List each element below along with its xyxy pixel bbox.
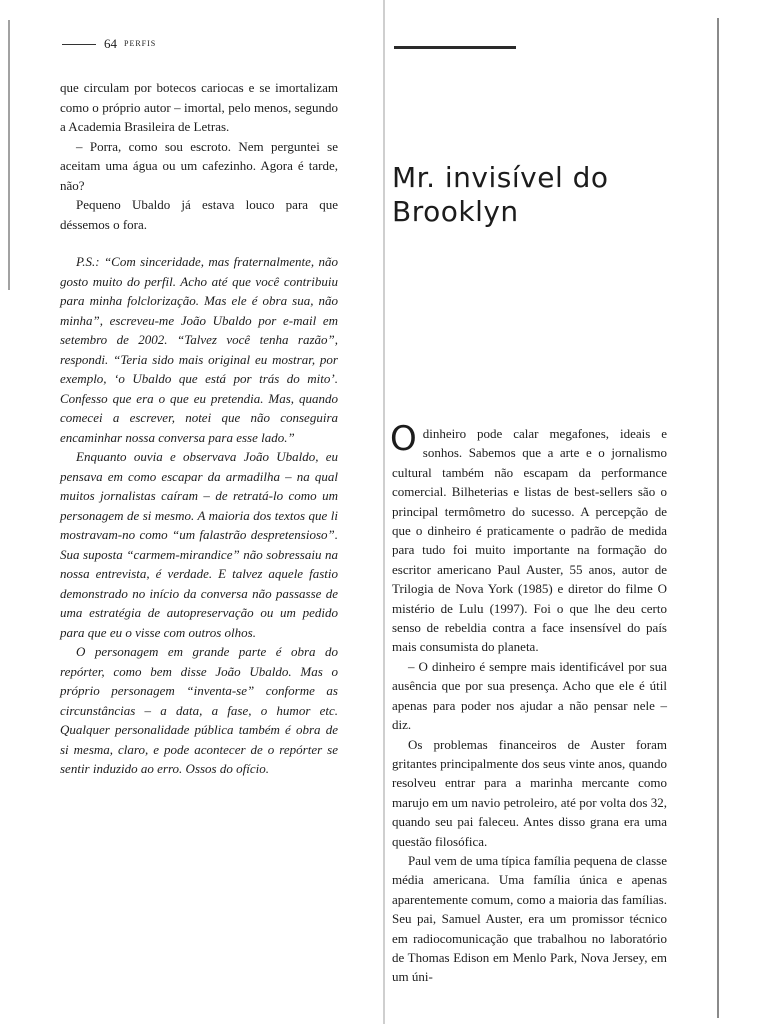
paragraph: Pequeno Ubaldo já estava louco para que déssemos o fora. <box>60 197 338 232</box>
paragraph-postscript: P.S.: “Com sinceridade, mas fraternalmente, não gosto muito do perfil. Acho até que você contribuiu para minha folclorização. Mas ele é obra sua, não minha”, escreveu-me João Ubaldo por e-mail em setembro de 2002. “Talvez você tenha razão”, respondi. “Teria sido mais original eu mostrar, por exemplo, ‘o Ubaldo que está por trás do mito’. Confesso que era o que eu pretendia. Mas, quando comecei a escrever, notei que não conseguira encaminhar nossa conversa para esse lado.” <box>60 254 338 445</box>
paragraph-opening: Odinheiro pode calar megafones, ideais e sonhos. Sabemos que a arte e o jornalismo cultural também não escapam da performance comercial. Bilheterias e listas de best-sellers são o principal termômetro do sucesso. A percepção de que o dinheiro é praticamente o padrão de medida para tudo foi muito importante na formação do escritor americano Paul Auster, 55 anos, autor de Trilogia de Nova York (1985) e diretor do filme O mistério de Lulu (1997). Foi o que lhe deu certo senso de rebeldia contra a face insensível do país mais consumista do planeta. <box>390 419 667 655</box>
gutter <box>383 0 385 1024</box>
paragraph: – Porra, como sou escroto. Nem perguntei se aceitam uma água ou um cafezinho. Agora é tarde, não? <box>60 138 338 193</box>
paragraph: O personagem em grande parte é obra do repórter, como bem disse João Ubaldo. Mas o próprio personagem “inventa-se” conforme as circunstâncias – a data, a fase, o humor etc. Qualquer personalidade pública também é obra de si mesma, claro, e pode acontecer de o repórter se sentir induzido ao erro. Ossos do ofício. <box>60 644 338 776</box>
running-head-rule <box>62 44 96 45</box>
chapter-rule <box>394 46 516 49</box>
running-head <box>62 36 262 52</box>
page-edge-right <box>717 18 719 1018</box>
section-title: PERFIS <box>124 39 157 48</box>
page-edge-left <box>8 20 10 290</box>
chapter-title: Mr. invisível do Brooklyn <box>392 160 609 228</box>
drop-cap: O <box>390 419 417 459</box>
paragraph: Os problemas financeiros de Auster foram gritantes principalmente dos seus vinte anos, quando resolveu entrar para a marinha mercante como marujo em um navio petroleiro, até por volta dos 32, quando seu pai faleceu. Antes disso grana era uma questão filosófica. <box>392 736 667 849</box>
paragraph: – O dinheiro é sempre mais identificável por sua ausência que por sua presença. Acho que ele é útil apenas para poder nos ajudar a não pensar nele – diz. <box>392 658 667 733</box>
paragraph: Paul vem de uma típica família pequena de classe média americana. Uma família única e apenas aparentemente comum, como a maioria das famílias. Seu pai, Samuel Auster, era um promissor técnico em radiocomunicação que trabalhou no laboratório de Thomas Edison em Menlo Park, Nova Jersey, em um úni- <box>392 852 667 985</box>
paragraph: que circulam por botecos cariocas e se imortalizam como o próprio autor – imortal, pelo menos, segundo a Academia Brasileira de Letras. <box>60 80 338 134</box>
paragraph: Enquanto ouvia e observava João Ubaldo, eu pensava em como escapar da armadilha – na qual muitos jornalistas caíram – de retratá-lo como um personagem de si mesmo. A maioria dos textos que li mostravam-no como “um falastrão despretensioso”. Sua suposta “carmem-mirandice” não sobressaiu na nossa entrevista, é verdade. E talvez aquele fastio demonstrado no início da conversa não passasse de uma estratégia de autopreservação ou um pedido para que eu o visse com outros olhos. <box>60 449 338 640</box>
right-page-body <box>390 419 667 987</box>
page-number: 64 <box>104 36 117 51</box>
left-page-body <box>60 78 338 779</box>
